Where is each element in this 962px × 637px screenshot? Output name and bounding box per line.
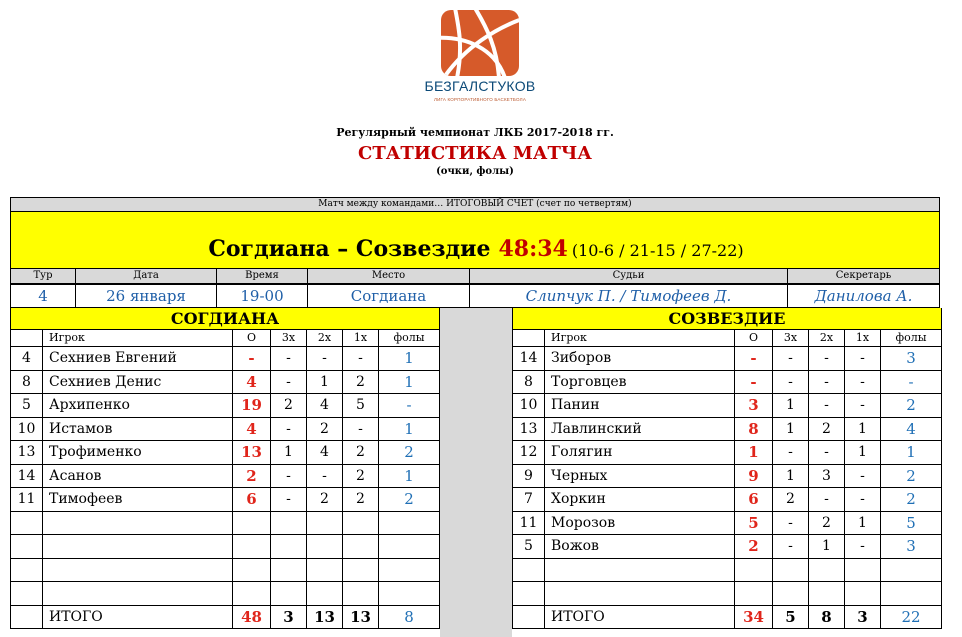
total-name: ИТОГО	[43, 606, 233, 629]
total-pts: 48	[233, 606, 271, 629]
brand-name: БЕЗГАЛСТУКОВ	[424, 78, 536, 94]
player-pts	[735, 582, 773, 605]
score-band	[10, 212, 940, 268]
player-two: 4	[307, 441, 343, 464]
player-name	[43, 535, 233, 558]
player-num	[11, 512, 43, 535]
player-name: Морозов	[545, 512, 735, 535]
time-value: 19-00	[217, 285, 308, 307]
team-table-sozvezdie	[512, 308, 942, 629]
player-pts	[233, 559, 271, 582]
player-name	[545, 582, 735, 605]
total-one: 13	[343, 606, 379, 629]
player-fouls	[379, 559, 439, 582]
player-num: 8	[11, 371, 43, 394]
player-fouls: 2	[906, 396, 916, 414]
player-three	[271, 582, 307, 605]
player-pts: 6	[735, 488, 773, 511]
team-name: СОЗВЕЗДИЕ	[513, 308, 941, 330]
player-row	[513, 441, 941, 465]
player-name: Сехниев Евгений	[43, 347, 233, 370]
player-three: -	[271, 371, 307, 394]
column-header-two: 2х	[809, 330, 845, 346]
player-num	[513, 582, 545, 605]
column-header-pts: О	[735, 330, 773, 346]
player-fouls: 1	[906, 443, 916, 461]
player-three: 1	[773, 465, 809, 488]
player-name: Торговцев	[545, 371, 735, 394]
player-fouls	[379, 582, 439, 605]
player-two	[809, 559, 845, 582]
match-teams: Согдиана – Созвездие	[208, 236, 491, 262]
player-pts: 6	[233, 488, 271, 511]
page-title: СТАТИСТИКА МАТЧА	[358, 143, 592, 164]
match-caption: Матч между командами… ИТОГОВЫЙ СЧЕТ (счет по четвертям)	[10, 197, 940, 212]
player-name: Сехниев Денис	[43, 371, 233, 394]
player-fouls: 2	[906, 490, 916, 508]
player-num: 5	[11, 394, 43, 417]
player-num: 14	[11, 465, 43, 488]
total-fouls: 8	[404, 607, 414, 626]
player-two: 2	[809, 418, 845, 441]
player-row	[11, 512, 439, 536]
column-header-fouls: фолы	[895, 331, 927, 344]
match-info-header	[10, 268, 940, 284]
date-label: Дата	[76, 269, 217, 283]
player-pts: 4	[233, 418, 271, 441]
player-num	[513, 559, 545, 582]
player-pts: 3	[735, 394, 773, 417]
player-three: -	[773, 535, 809, 558]
player-fouls: 2	[906, 466, 916, 485]
player-one: -	[343, 418, 379, 441]
player-fouls: 3	[906, 537, 916, 555]
player-fouls: 1	[404, 372, 414, 391]
player-name: Лавлинский	[545, 418, 735, 441]
player-one	[343, 512, 379, 535]
player-one: 2	[343, 465, 379, 488]
player-fouls	[881, 559, 941, 582]
player-name: Хоркин	[545, 488, 735, 511]
player-one: -	[845, 488, 881, 511]
player-one	[343, 582, 379, 605]
player-row	[513, 394, 941, 418]
player-three: -	[773, 347, 809, 370]
team-name: СОГДИАНА	[11, 308, 439, 330]
player-two: 1	[809, 535, 845, 558]
match-info-values	[10, 284, 940, 308]
player-fouls: 3	[906, 349, 916, 367]
player-three: -	[271, 488, 307, 511]
player-three: -	[773, 441, 809, 464]
player-num: 13	[513, 418, 545, 441]
player-three: -	[773, 371, 809, 394]
secretary-label: Секретарь	[835, 270, 892, 281]
player-row	[11, 582, 439, 606]
secretary-value: Данилова А.	[814, 287, 913, 305]
player-row	[513, 535, 941, 559]
player-row	[513, 512, 941, 536]
column-header-num	[513, 330, 545, 346]
player-one	[343, 535, 379, 558]
column-header-row	[513, 330, 941, 347]
player-name: Панин	[545, 394, 735, 417]
player-two: -	[809, 394, 845, 417]
referees-label: Судьи	[470, 269, 788, 283]
player-one: 1	[845, 418, 881, 441]
column-header-num	[11, 330, 43, 346]
brand-tagline: ЛИГА КОРПОРАТИВНОГО БАСКЕТБОЛА	[433, 97, 527, 102]
player-fouls: 2	[404, 443, 414, 461]
total-fouls: 22	[901, 607, 921, 626]
player-one: -	[845, 465, 881, 488]
player-pts	[233, 535, 271, 558]
column-header-three: 3х	[271, 330, 307, 346]
player-pts	[735, 559, 773, 582]
player-one: 1	[845, 441, 881, 464]
total-three: 5	[773, 606, 809, 629]
player-num: 10	[11, 418, 43, 441]
player-one	[845, 582, 881, 605]
column-header-one: 1х	[845, 330, 881, 346]
player-row	[11, 465, 439, 489]
player-two	[809, 582, 845, 605]
player-pts: 8	[735, 418, 773, 441]
player-two	[307, 559, 343, 582]
player-three: -	[271, 347, 307, 370]
player-one: -	[845, 347, 881, 370]
player-num	[11, 559, 43, 582]
player-row	[513, 559, 941, 583]
player-two	[307, 582, 343, 605]
player-three	[271, 559, 307, 582]
player-fouls	[379, 512, 439, 535]
player-name: Архипенко	[43, 394, 233, 417]
venue-label: Место	[308, 269, 470, 283]
player-one: -	[343, 347, 379, 370]
player-two: -	[809, 371, 845, 394]
round-label: Тур	[11, 269, 76, 283]
player-row	[513, 488, 941, 512]
player-three: -	[773, 512, 809, 535]
player-fouls: 1	[404, 349, 414, 367]
player-num: 13	[11, 441, 43, 464]
player-one: 2	[343, 488, 379, 511]
player-num	[11, 535, 43, 558]
player-name: Асанов	[43, 465, 233, 488]
player-pts	[233, 512, 271, 535]
player-one: -	[845, 371, 881, 394]
player-three	[773, 559, 809, 582]
total-pts: 34	[735, 606, 773, 629]
player-pts	[233, 582, 271, 605]
player-row	[11, 394, 439, 418]
player-three: -	[271, 465, 307, 488]
total-row	[513, 606, 941, 630]
player-two: 3	[809, 465, 845, 488]
player-three	[773, 582, 809, 605]
column-header-one: 1х	[343, 330, 379, 346]
player-pts: -	[735, 347, 773, 370]
player-name: Черных	[545, 465, 735, 488]
player-name: Вожов	[545, 535, 735, 558]
player-two: -	[307, 347, 343, 370]
player-one: 5	[343, 394, 379, 417]
player-num: 14	[513, 347, 545, 370]
player-two: 2	[307, 488, 343, 511]
player-row	[513, 371, 941, 395]
player-num: 12	[513, 441, 545, 464]
time-label: Время	[217, 269, 308, 283]
player-row	[11, 371, 439, 395]
player-fouls: 1	[404, 419, 414, 438]
player-pts: 19	[233, 394, 271, 417]
stats-note: (очки, фолы)	[436, 166, 514, 177]
player-two	[307, 512, 343, 535]
quarter-scores: (10-6 / 21-15 / 27-22)	[571, 241, 744, 260]
team-separator	[440, 308, 512, 637]
player-two: 2	[809, 512, 845, 535]
column-header-fouls: фолы	[393, 331, 425, 344]
player-one	[845, 559, 881, 582]
player-two: -	[307, 465, 343, 488]
column-header-pts: О	[233, 330, 271, 346]
player-name: Тимофеев	[43, 488, 233, 511]
player-three: 2	[271, 394, 307, 417]
player-row	[11, 488, 439, 512]
player-row	[11, 347, 439, 371]
total-one: 3	[845, 606, 881, 629]
player-name	[545, 559, 735, 582]
player-three: 1	[773, 418, 809, 441]
player-three: 1	[271, 441, 307, 464]
player-num	[11, 582, 43, 605]
player-num: 7	[513, 488, 545, 511]
column-header-name: Игрок	[43, 330, 233, 346]
player-one: 2	[343, 371, 379, 394]
player-one: 2	[343, 441, 379, 464]
player-pts: 2	[735, 535, 773, 558]
player-one	[343, 559, 379, 582]
player-fouls: 1	[404, 466, 414, 485]
total-num	[513, 606, 545, 629]
player-fouls: -	[908, 372, 914, 391]
date-value: 26 января	[76, 285, 217, 307]
player-name	[43, 512, 233, 535]
player-num: 11	[513, 512, 545, 535]
player-num: 10	[513, 394, 545, 417]
player-name	[43, 559, 233, 582]
total-name: ИТОГО	[545, 606, 735, 629]
player-pts: 1	[735, 441, 773, 464]
player-two: 1	[307, 371, 343, 394]
player-row	[11, 535, 439, 559]
player-two: 2	[307, 418, 343, 441]
player-three: 1	[773, 394, 809, 417]
player-name	[43, 582, 233, 605]
player-fouls: 2	[404, 490, 414, 508]
player-name: Истамов	[43, 418, 233, 441]
player-pts: 5	[735, 512, 773, 535]
player-row	[11, 418, 439, 442]
player-row	[513, 465, 941, 489]
column-header-row	[11, 330, 439, 347]
player-two: 4	[307, 394, 343, 417]
player-num: 8	[513, 371, 545, 394]
total-two: 13	[307, 606, 343, 629]
player-num: 11	[11, 488, 43, 511]
player-pts: -	[233, 347, 271, 370]
player-fouls: 4	[906, 419, 916, 438]
player-num: 4	[11, 347, 43, 370]
player-pts: 9	[735, 465, 773, 488]
total-row	[11, 606, 439, 630]
column-header-name: Игрок	[545, 330, 735, 346]
player-name: Зиборов	[545, 347, 735, 370]
player-two: -	[809, 347, 845, 370]
total-num	[11, 606, 43, 629]
player-row	[513, 347, 941, 371]
player-num: 9	[513, 465, 545, 488]
player-num: 5	[513, 535, 545, 558]
score-line	[11, 236, 941, 262]
player-row	[513, 418, 941, 442]
player-row	[11, 559, 439, 583]
column-header-two: 2х	[307, 330, 343, 346]
player-three	[271, 535, 307, 558]
player-row	[11, 441, 439, 465]
player-pts: 13	[233, 441, 271, 464]
total-two: 8	[809, 606, 845, 629]
player-row	[513, 582, 941, 606]
player-fouls	[881, 582, 941, 605]
player-three: -	[271, 418, 307, 441]
final-score: 48:34	[498, 236, 568, 262]
referees-value: Слипчук П. / Тимофеев Д.	[470, 285, 788, 307]
player-one: -	[845, 535, 881, 558]
player-pts: 2	[233, 465, 271, 488]
venue-value: Согдиана	[308, 285, 470, 307]
total-three: 3	[271, 606, 307, 629]
player-pts: -	[735, 371, 773, 394]
player-two: -	[809, 488, 845, 511]
player-two	[307, 535, 343, 558]
player-two: -	[809, 441, 845, 464]
column-header-three: 3х	[773, 330, 809, 346]
player-name: Трофименко	[43, 441, 233, 464]
round-value: 4	[11, 285, 76, 307]
player-one: 1	[845, 512, 881, 535]
player-three: 2	[773, 488, 809, 511]
player-pts: 4	[233, 371, 271, 394]
player-three	[271, 512, 307, 535]
player-fouls: 5	[906, 513, 916, 532]
player-fouls: -	[406, 396, 412, 414]
player-name: Голягин	[545, 441, 735, 464]
player-one: -	[845, 394, 881, 417]
team-table-sogdiana	[10, 308, 440, 629]
championship-title: Регулярный чемпионат ЛКБ 2017-2018 гг.	[336, 126, 614, 139]
player-fouls	[379, 535, 439, 558]
